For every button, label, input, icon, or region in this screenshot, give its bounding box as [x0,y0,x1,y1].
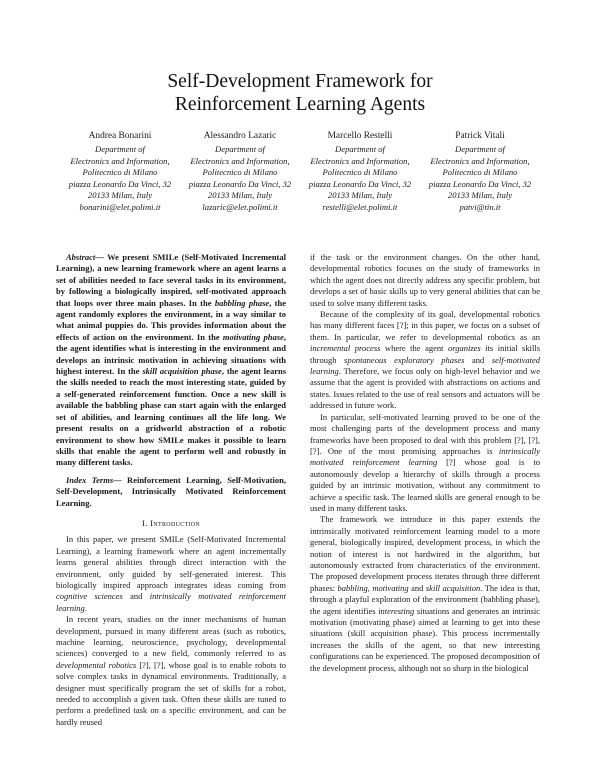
author-address: piazza Leonardo Da Vinci, 32 [68,178,172,189]
paragraph [310,412,540,515]
body-text: and [464,354,492,365]
body-text: situations and generates an intrinsic motivation (motivating phase) aimed at learning to get into these situations (skill acquisition phase). This process incrementally increases the skills of the agent, so that new interesting configurations can be experienced. The proposed decomposition of the development process, although not so sharp in the biological [310,605,540,673]
body-emph: intrinsically motivated reinforcement learning [56,591,286,613]
author-dept: Department of [455,144,505,154]
paper-title [0,70,600,116]
body-text: The framework we introduce in this paper extends the intrinsically motivated reinforcement learning model to a more general, biologically inspired, development process, in which the notion of interest is not hardwired in the algorithm, but autonomously extracted from characteristics of the environment. The proposed development process iterates through three different phases: [310,514,540,593]
body-text: where the agent [380,343,448,354]
abstract-text: , the agent randomly explores the environment, in a way similar to what animal puppies do. This provides information about the effects of action on the environment. In the [56,297,286,342]
author-city: 20133 Milan, Italy [207,190,273,201]
author-block [60,130,540,214]
author-univ: Politecnico di Milano [322,167,398,178]
author-name: Patrick Vitali [455,131,505,141]
abstract-text: , the agent identifies what is interesting in the environment and develops an intrinsic motivation in achieving situations with highest interest. In the [56,331,286,377]
body-text: In particular, self-motivated learning proved to be one of the most challenging parts of the development process and many frameworks have been proposed to deal with this problem [?], [?], [?]. One of the most promising approaches is [310,411,540,456]
author-4 [420,130,540,214]
author-name: Andrea Bonarini [88,131,152,141]
author-univ: Politecnico di Milano [82,167,158,178]
index-terms-label: Index Terms [66,474,114,485]
author-dept-2: Electronics and Information, [190,155,290,166]
body-text: Because of the complexity of its goal, developmental robotics has many different faces [?]; in this paper, we focus on a subset of them. In particular, we refer to developmental robotics as an [310,309,540,342]
author-city: 20133 Milan, Italy [327,190,393,201]
paragraph: if the task or the environment changes. On the other hand, developmental robotics focuses on the study of frameworks in which the agent does not directly address any specific problem, but develops a set of basic skills up to very general abilities that can be used to solve many different tasks. [310,252,540,308]
author-city: 20133 Milan, Italy [447,190,513,201]
section-heading: I. Introduction [141,517,201,528]
body-text: and [408,582,426,593]
author-email: patvi@tin.it [459,201,501,212]
abstract-label: Abstract [66,252,96,262]
abstract-emph: motivating phase [222,331,284,342]
author-2 [180,130,300,214]
body-text: . [84,602,87,613]
author-dept: Department of [335,144,385,154]
author-dept-2: Electronics and Information, [430,155,530,166]
author-univ: Politecnico di Milano [202,167,278,178]
body-text: , [367,582,373,593]
author-name: Alessandro Lazaric [203,131,277,141]
author-dept: Department of [215,144,265,154]
body-text: and [122,591,150,602]
body-emph: cognitive sciences [56,591,123,602]
abstract-text: — We present SMILe (Self-Motivated Incremental Learning), a new learning framework where an agent learns a set of abilities needed to face several tasks in its environment, by following a biologically inspired, self-motivated approach that loops over three main phases. In the [56,252,286,308]
body-text: . Therefore, we focus only on high-level behavior and we assume that the agent is provided with abstractions on actions and states. Issues related to the use of real sensors and actuators will be addressed in future work. [310,366,540,411]
author-name: Marcello Restelli [327,131,393,141]
body-emph: interesting [378,605,415,616]
index-terms [56,475,286,509]
body-emph: intrinsically motivated reinforcement learning [310,445,540,468]
body-text: In this paper, we present SMILe (Self-Motivated Incremental Learning), a learning framework where an agent incrementally learns general abilities through direct interaction with the environment, only guided by self-generated interest. This biologically inspired approach integrates ideas coming from [56,534,286,590]
author-city: 20133 Milan, Italy [87,190,153,201]
body-emph: developmental robotics [56,659,137,670]
body-text: [?], [?], whose goal is to enable robots to solve complex tasks in dynamical environments. Traditionally, a designer must specifically program the set of skills for a robot, needed to accomplish a given task. Often these skills are tuned to perform a predefined task on a specific environment, and can be hardly reused [56,659,286,727]
author-1 [60,130,180,214]
author-email: bonarini@elet.polimi.it [79,201,161,212]
abstract-emph: skill acquisition phase [142,366,222,377]
paragraph [310,514,540,674]
body-text: [?] whose goal is to autonomously develop a hierarchy of skills through a process guided by an intrinsic motivation, without any commitment to achieve a specific task. The learned skills are general enough to be used in many different tasks. [310,457,540,513]
right-column [310,252,540,674]
author-email: restelli@elet.polimi.it [322,201,398,212]
author-3 [300,130,420,214]
paragraph [56,614,286,728]
body-text: its initial skills through [310,343,541,365]
author-dept-2: Electronics and Information, [310,155,410,166]
paragraph [310,309,540,412]
abstract [56,252,286,469]
body-emph: motivating [372,582,409,593]
author-address: piazza Leonardo Da Vinci, 32 [428,178,532,189]
author-address: piazza Leonardo Da Vinci, 32 [308,178,412,189]
body-text: In recent years, studies on the inner mechanisms of human development, pursued in many different areas (such as robotics, machine learning, neuroscience, psychology, developmental sciences) converged to a new field, commonly referred to as [56,614,286,659]
author-address: piazza Leonardo Da Vinci, 32 [188,178,292,189]
body-emph: babbling [337,582,368,593]
paragraph [56,534,286,614]
title-line-1: Self-Development Framework for [167,71,433,92]
abstract-emph: babbling phase [214,297,270,308]
author-dept-2: Electronics and Information, [70,155,170,166]
index-terms-text: — Reinforcement Learning, Self-Motivation, Self-Development, Intrinsically Motivated Reinforcement Learning. [56,474,286,508]
title-line-2: Reinforcement Learning Agents [174,94,426,115]
body-emph: self-motivated learning [310,354,540,377]
body-emph: skill acquisition [425,582,481,593]
abstract-text: , the agent learns the skills needed to reach the most interesting state, guided by a self-generated reinforcement function. Once a new skill is available the babbling phase can start again with the enlarged set of abilities, and learning continues all the life long. We present results on a gridworld abstraction of a robotic environment to show how SMILe makes it possible to learn skills that enable the agent to perform well and robustly in many different tasks. [56,366,286,468]
left-column [56,252,286,728]
body-emph: incremental process [310,343,381,354]
body-text: . The idea is that, through a playful exploration of the environment (babbling phase), the agent identifies [310,582,540,616]
author-dept: Department of [95,144,145,154]
body-emph: spontaneous exploratory phases [344,354,465,365]
author-email: lazaric@elet.polimi.it [202,201,278,212]
body-emph: organizes [447,343,481,354]
author-univ: Politecnico di Milano [442,167,518,178]
